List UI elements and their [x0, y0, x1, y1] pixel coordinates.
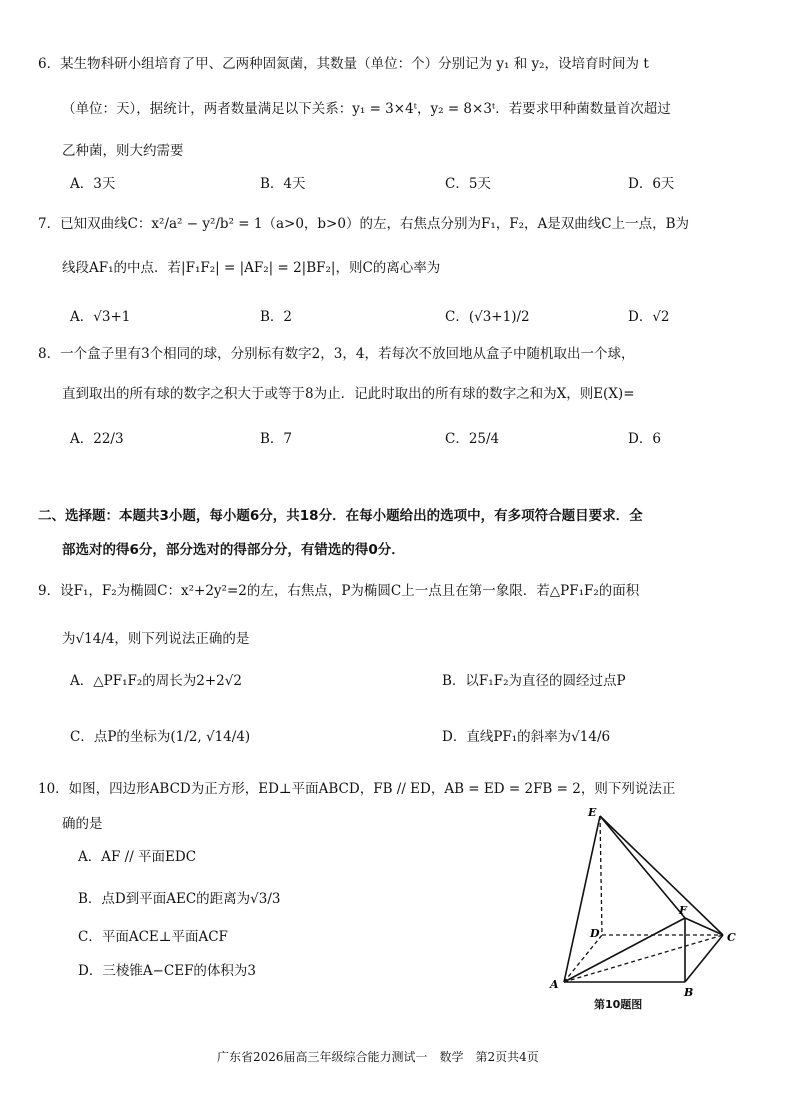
- q6-line2: （单位：天），据统计，两者数量满足以下关系：y₁ = 3×4ᵗ，y₂ = 8×3ᵗ．若要求甲种菌数量首次超过: [62, 101, 671, 117]
- q10-option-b: B．点D到平面AEC的距离为√3/3: [78, 891, 281, 907]
- q9-option-b: B．以F₁F₂为直径的圆经过点P: [442, 673, 626, 689]
- q8-line1: 8．一个盒子里有3个相同的球，分别标有数字2，3，4，若每次不放回地从盒子中随机取出一个球，: [38, 346, 635, 362]
- q10-line1: 10．如图，四边形ABCD为正方形，ED⊥平面ABCD，FB // ED，AB = ED = 2FB = 2，则下列说法正: [38, 781, 676, 797]
- q6-option-b: B．4天: [260, 176, 306, 192]
- q7-option-a: A．√3+1: [70, 309, 131, 325]
- q10-line2: 确的是: [62, 816, 103, 832]
- label-d: D: [590, 927, 600, 940]
- q6-option-a: A．3天: [70, 176, 116, 192]
- q6-line1: 6．某生物科研小组培育了甲、乙两种固氮菌，其数量（单位：个）分别记为 y₁ 和 y₂，设培育时间为 t: [38, 56, 649, 72]
- q9-option-c: C．点P的坐标为(1/2, √14/4): [70, 729, 251, 745]
- q10-option-a: A．AF // 平面EDC: [78, 849, 197, 865]
- q7-option-c: C．(√3+1)/2: [445, 309, 530, 325]
- q9-line2: 为√14/4，则下列说法正确的是: [62, 631, 250, 647]
- q7-line1: 7．已知双曲线C：x²/a² − y²/b² = 1（a>0，b>0）的左，右焦点分别为F₁，F₂，A是双曲线C上一点，B为: [38, 216, 690, 232]
- section2-heading-line2: 部选对的得6分，部分选对的得部分分，有错选的得0分．: [62, 542, 405, 558]
- q8-option-a: A．22/3: [70, 431, 124, 447]
- q6-option-d: D．6天: [628, 176, 675, 192]
- q7-option-d: D．√2: [628, 309, 670, 325]
- label-f: F: [679, 904, 687, 917]
- label-b: B: [684, 986, 694, 999]
- q6-option-c: C．5天: [445, 176, 491, 192]
- q6-line3: 乙种菌，则大约需要: [62, 143, 184, 159]
- q8-option-b: B．7: [260, 431, 293, 447]
- section2-heading-line1: 二、选择题：本题共3小题，每小题6分，共18分．在每小题给出的选项中，有多项符合题目要求．全: [38, 508, 643, 524]
- q7-line2: 线段AF₁的中点．若|F₁F₂| = |AF₂| = 2|BF₂|，则C的离心率为: [62, 260, 441, 276]
- q7-option-b: B．2: [260, 309, 293, 325]
- q8-line2: 直到取出的所有球的数字之积大于或等于8为止．记此时取出的所有球的数字之和为X，则E(X)=: [62, 386, 635, 402]
- label-a: A: [550, 978, 559, 991]
- q8-option-c: C．25/4: [445, 431, 500, 447]
- q10-option-c: C．平面ACE⊥平面ACF: [78, 929, 228, 945]
- label-e: E: [588, 806, 597, 819]
- label-c: C: [727, 931, 736, 944]
- q10-figure-caption: 第10题图: [594, 998, 643, 1011]
- q10-figure: [540, 800, 750, 1015]
- q9-option-d: D．直线PF₁的斜率为√14/6: [442, 729, 611, 745]
- q9-option-a: A．△PF₁F₂的周长为2+2√2: [70, 673, 242, 689]
- page-footer: 广东省2026届高三年级综合能力测试一 数学 第2页共4页: [217, 1050, 539, 1064]
- q8-option-d: D．6: [628, 431, 661, 447]
- q9-line1: 9．设F₁，F₂为椭圆C：x²+2y²=2的左，右焦点，P为椭圆C上一点且在第一象限．若△PF₁F₂的面积: [38, 583, 640, 599]
- q10-option-d: D．三棱锥A−CEF的体积为3: [78, 963, 257, 979]
